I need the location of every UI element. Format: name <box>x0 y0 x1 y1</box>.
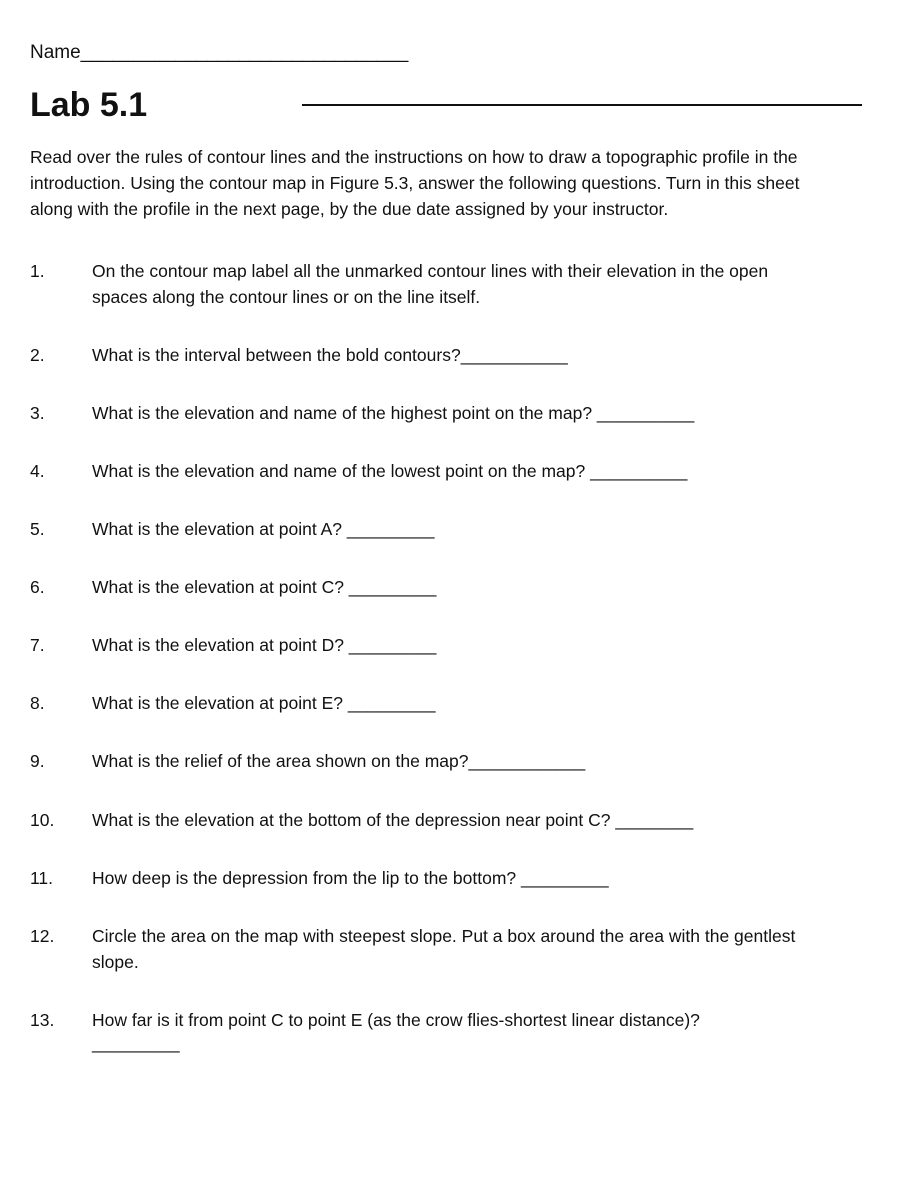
question-text: How far is it from point C to point E (as the crow flies-shortest linear distance)? <box>92 1010 700 1030</box>
question-number: 3. <box>30 403 45 423</box>
question-number: 2. <box>30 345 45 365</box>
question-number: 1. <box>30 261 45 281</box>
question-text: What is the elevation at point C? _________ <box>92 577 437 597</box>
question-number: 8. <box>30 693 45 713</box>
question-number: 7. <box>30 635 45 655</box>
question-text: How deep is the depression from the lip to the bottom? _________ <box>92 868 609 888</box>
question-text: What is the relief of the area shown on the map?____________ <box>92 751 586 771</box>
title-underline <box>302 104 862 106</box>
page-title: Lab 5.1 <box>30 86 148 124</box>
question-number: 6. <box>30 577 45 597</box>
question-text: What is the elevation and name of the lowest point on the map? __________ <box>92 461 688 481</box>
question-text: What is the interval between the bold contours?___________ <box>92 345 568 365</box>
question-number: 10. <box>30 810 55 830</box>
instructions-paragraph: Read over the rules of contour lines and the instructions on how to draw a topographic profile in the introduction. Using the contour map in Figure 5.3, answer the following questions. Turn in this sheet along with the profile in the next page, by the due date assigned by your instructor. <box>30 147 800 219</box>
question-number: 9. <box>30 751 45 771</box>
question-number: 11. <box>30 868 54 888</box>
question-text: What is the elevation at the bottom of the depression near point C? ________ <box>92 810 694 830</box>
question-text: What is the elevation at point A? _________ <box>92 519 435 539</box>
question-number: 5. <box>30 519 45 539</box>
question-text: On the contour map label all the unmarked contour lines with their elevation in the open spaces along the contour lines or on the line itself. <box>92 261 769 307</box>
question-text: Circle the area on the map with steepest slope. Put a box around the area with the gentlest slope. <box>92 926 796 972</box>
question-number: 4. <box>30 461 45 481</box>
question-text: What is the elevation and name of the highest point on the map? __________ <box>92 403 695 423</box>
answer-blank: _________ <box>92 1033 180 1053</box>
question-number: 13. <box>30 1010 55 1030</box>
question-text: What is the elevation at point E? _________ <box>92 693 436 713</box>
name-field-label: Name_______________________________ <box>30 42 409 63</box>
question-text: What is the elevation at point D? _________ <box>92 635 437 655</box>
question-number: 12. <box>30 926 55 946</box>
